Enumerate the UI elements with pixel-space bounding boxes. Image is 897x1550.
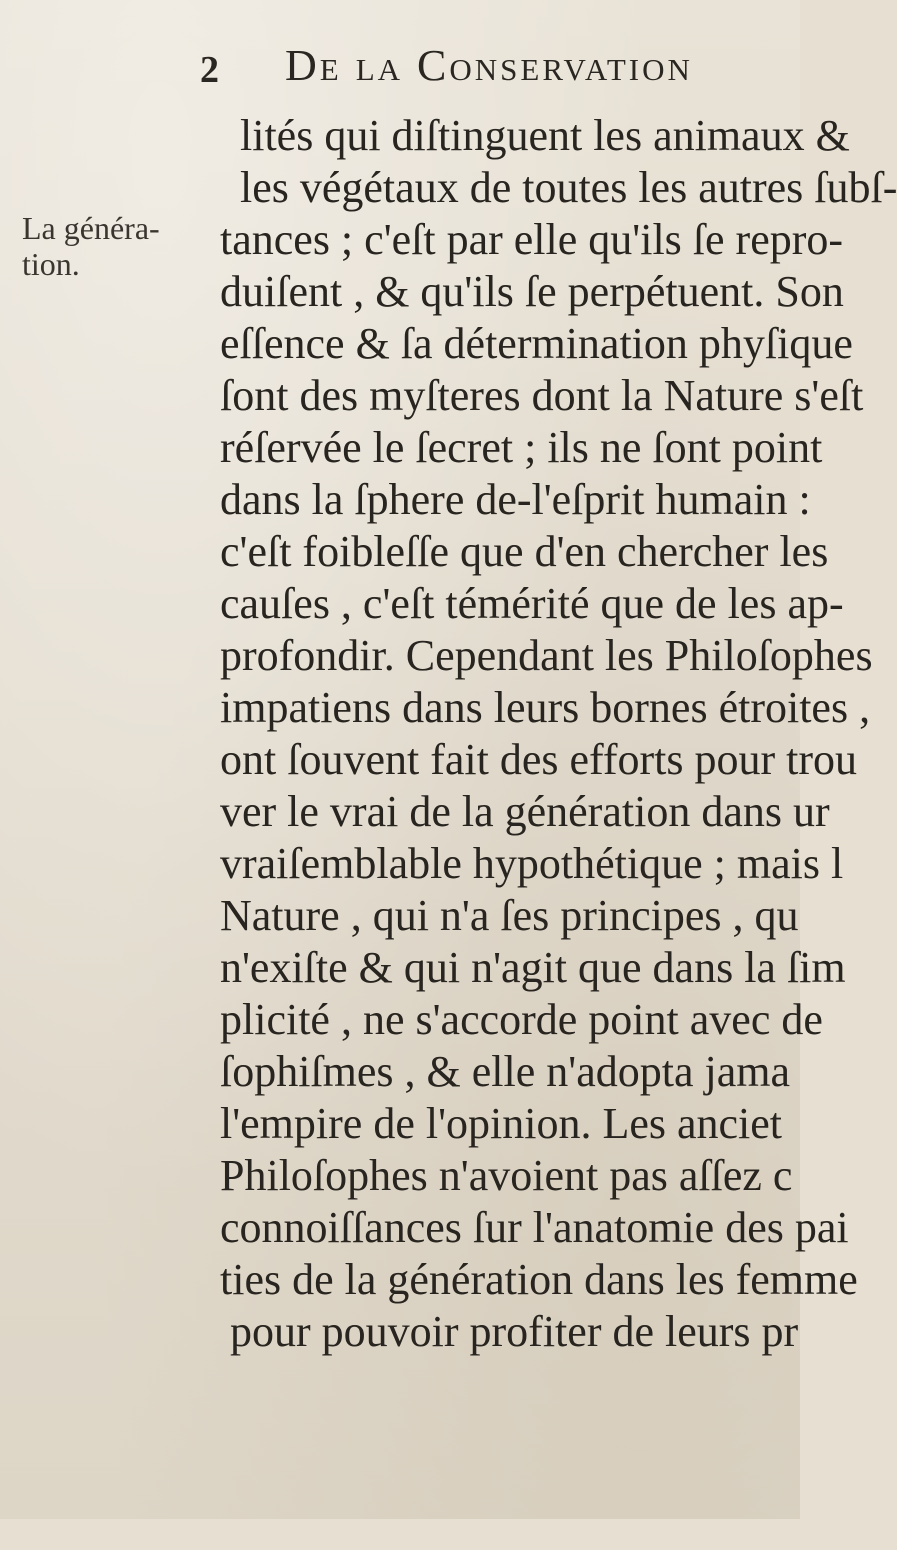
text-line: ver le vrai de la génération dans ur	[220, 787, 830, 836]
text-line: lités qui diſtinguent les animaux &	[240, 111, 850, 160]
text-line: c'eſt foibleſſe que d'en chercher les	[220, 527, 829, 576]
text-line: duiſent , & qu'ils ſe perpétuent. Son	[220, 267, 844, 316]
text-line: vraiſemblable hypothétique ; mais l	[220, 839, 844, 888]
text-line: ſophiſmes , & elle n'adopta jama	[220, 1047, 791, 1096]
text-line: ont ſouvent fait des efforts pour trou	[220, 735, 858, 784]
margin-note-line: La généra-	[22, 210, 160, 246]
text-line: Philoſophes n'avoient pas aſſez c	[220, 1151, 793, 1200]
text-line: tances ; c'eſt par elle qu'ils ſe repro-	[220, 215, 844, 264]
text-line: connoiſſances ſur l'anatomie des pai	[220, 1203, 849, 1252]
text-line: l'empire de l'opinion. Les anciet	[220, 1099, 783, 1148]
text-line: n'exiſte & qui n'agit que dans la ſim	[220, 943, 846, 992]
text-line: ties de la génération dans les femme	[220, 1255, 858, 1304]
text-line: réſervée le ſecret ; ils ne ſont point	[220, 423, 823, 472]
text-line: profondir. Cependant les Philoſophes	[220, 631, 873, 680]
text-line: dans la ſphere de-l'eſprit humain :	[220, 475, 811, 524]
margin-note	[22, 210, 212, 282]
running-head: De la Conservation	[285, 41, 693, 90]
page-number: 2	[200, 49, 219, 91]
margin-note-line: tion.	[22, 246, 80, 282]
text-line: plicité , ne s'accorde point avec de	[220, 995, 823, 1044]
text-line: ſont des myſteres dont la Nature s'eſt	[220, 371, 864, 420]
text-line: les végétaux de toutes les autres ſubſ-	[240, 163, 897, 212]
body-text	[210, 110, 897, 1550]
text-line: eſſence & ſa détermination phyſique	[220, 319, 853, 368]
text-line: cauſes , c'eſt témérité que de les ap-	[220, 579, 844, 628]
text-line: Nature , qui n'a ſes principes , qu	[220, 891, 799, 940]
text-line: impatiens dans leurs bornes étroites ,	[220, 683, 871, 732]
text-line: pour pouvoir profiter de leurs pr	[230, 1307, 799, 1356]
